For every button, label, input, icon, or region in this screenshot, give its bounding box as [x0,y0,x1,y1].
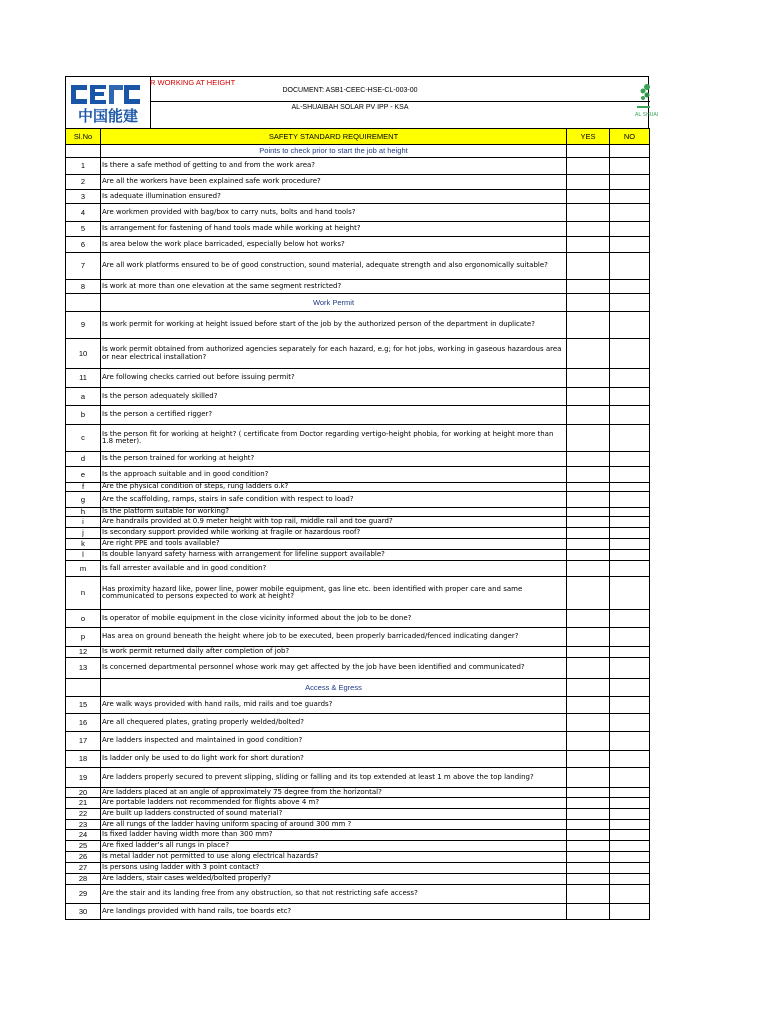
no-checkbox-cell[interactable] [610,528,650,539]
item-number: 19 [66,768,101,788]
yes-checkbox-cell[interactable] [567,528,610,539]
col-header-slno: Sl.No [66,129,101,145]
no-checkbox-cell[interactable] [610,467,650,483]
section-yes-cell [567,145,610,158]
no-checkbox-cell[interactable] [610,830,650,841]
table-row [66,697,650,714]
col-header-requirement: SAFETY STANDARD REQUIREMENT [101,129,567,145]
no-checkbox-cell[interactable] [610,483,650,492]
yes-checkbox-cell[interactable] [567,253,610,280]
table-row [66,788,650,798]
client-logo [635,77,659,128]
yes-checkbox-cell[interactable] [567,339,610,369]
item-number: k [66,539,101,550]
item-question: Are all work platforms ensured to be of good construction, sound material, adequate strength and also ergonomically suitable? [101,253,567,280]
section-no-cell [610,679,650,697]
item-number: 21 [66,798,101,809]
table-row [66,798,650,809]
yes-checkbox-cell[interactable] [567,190,610,204]
section-row [66,145,650,158]
no-checkbox-cell[interactable] [610,610,650,628]
no-checkbox-cell[interactable] [610,175,650,190]
item-number: f [66,483,101,492]
no-checkbox-cell[interactable] [610,253,650,280]
item-number: 17 [66,732,101,751]
yes-checkbox-cell[interactable] [567,628,610,647]
no-checkbox-cell[interactable] [610,714,650,732]
no-checkbox-cell[interactable] [610,885,650,904]
table-row [66,483,650,492]
no-checkbox-cell[interactable] [610,768,650,788]
section-number-cell [66,679,101,697]
table-row [66,492,650,508]
table-row [66,528,650,539]
item-number: 18 [66,751,101,768]
item-question: Is work permit obtained from authorized agencies separately for each hazard, e.g; for hot jobs, working in gaseous hazardous area or near electrical installation? [101,339,567,369]
yes-checkbox-cell[interactable] [567,841,610,852]
table-header-row [66,129,650,145]
item-number: 3 [66,190,101,204]
item-question: Is fall arrester available and in good condition? [101,561,567,577]
table-row [66,406,650,425]
no-checkbox-cell[interactable] [610,204,650,222]
item-number: 23 [66,820,101,830]
item-number: 25 [66,841,101,852]
yes-checkbox-cell[interactable] [567,610,610,628]
item-question: Is work permit for working at height issued before start of the job by the authorized person of the department in duplicate? [101,312,567,339]
table-row [66,714,650,732]
item-number: j [66,528,101,539]
no-checkbox-cell[interactable] [610,406,650,425]
table-row [66,610,650,628]
item-question: Are workmen provided with bag/box to carry nuts, bolts and hand tools? [101,204,567,222]
item-question: Are all rungs of the ladder having uniform spacing of around 300 mm ? [101,820,567,830]
item-number: 11 [66,369,101,388]
no-checkbox-cell[interactable] [610,732,650,751]
yes-checkbox-cell[interactable] [567,467,610,483]
item-number: 20 [66,788,101,798]
table-row [66,732,650,751]
item-question: Is secondary support provided while working at fragile or hazardous roof? [101,528,567,539]
no-checkbox-cell[interactable] [610,339,650,369]
section-number-cell [66,294,101,312]
no-checkbox-cell[interactable] [610,841,650,852]
item-question: Is adequate illumination ensured? [101,190,567,204]
no-checkbox-cell[interactable] [610,312,650,339]
no-checkbox-cell[interactable] [610,280,650,294]
item-number: 13 [66,658,101,679]
item-number: 2 [66,175,101,190]
no-checkbox-cell[interactable] [610,751,650,768]
no-checkbox-cell[interactable] [610,158,650,175]
form-title: R WORKING AT HEIGHT [150,78,236,87]
item-number: n [66,577,101,610]
item-question: Is the person trained for working at height? [101,452,567,467]
item-number: 27 [66,863,101,874]
table-row [66,647,650,658]
checklist-sheet [65,76,659,920]
checklist-table [65,128,650,920]
no-checkbox-cell[interactable] [610,425,650,452]
section-heading: Points to check prior to start the job at height [101,145,567,158]
item-number: 28 [66,874,101,885]
table-row [66,550,650,561]
no-checkbox-cell[interactable] [610,190,650,204]
item-number: 29 [66,885,101,904]
logo-chinese-text: 中国能建 [77,107,139,125]
yes-checkbox-cell[interactable] [567,798,610,809]
client-logo-text: AL SHUAI [635,112,659,118]
item-question: Is the approach suitable and in good condition? [101,467,567,483]
no-checkbox-cell[interactable] [610,369,650,388]
item-number: 16 [66,714,101,732]
section-number-cell [66,145,101,158]
no-checkbox-cell[interactable] [610,561,650,577]
item-question: Are portable ladders not recommended for flights above 4 m? [101,798,567,809]
section-row [66,679,650,697]
no-checkbox-cell[interactable] [610,788,650,798]
item-number: g [66,492,101,508]
yes-checkbox-cell[interactable] [567,863,610,874]
no-checkbox-cell[interactable] [610,697,650,714]
item-question: Are right PPE and tools available? [101,539,567,550]
item-question: Is the person fit for working at height? ( certificate from Doctor regarding vertigo-height phobia, for working at height more than 1.8 meter). [101,425,567,452]
section-yes-cell [567,679,610,697]
item-number: a [66,388,101,406]
yes-checkbox-cell[interactable] [567,492,610,508]
no-checkbox-cell[interactable] [610,237,650,253]
yes-checkbox-cell[interactable] [567,577,610,610]
yes-checkbox-cell[interactable] [567,175,610,190]
no-checkbox-cell[interactable] [610,658,650,679]
item-question: Are the physical condition of steps, rung ladders o.k? [101,483,567,492]
yes-checkbox-cell[interactable] [567,809,610,820]
yes-checkbox-cell[interactable] [567,204,610,222]
item-number: 1 [66,158,101,175]
no-checkbox-cell[interactable] [610,798,650,809]
item-question: Are ladders, stair cases welded/bolted properly? [101,874,567,885]
item-number: b [66,406,101,425]
item-question: Are fixed ladder's all rungs in place? [101,841,567,852]
yes-checkbox-cell[interactable] [567,280,610,294]
item-number: m [66,561,101,577]
item-question: Is work at more than one elevation at the same segment restricted? [101,280,567,294]
yes-checkbox-cell[interactable] [567,222,610,237]
yes-checkbox-cell[interactable] [567,508,610,517]
ceec-logo-mark [66,77,150,128]
yes-checkbox-cell[interactable] [567,885,610,904]
yes-checkbox-cell[interactable] [567,874,610,885]
item-question: Is metal ladder not permitted to use along electrical hazards? [101,852,567,863]
item-number: 8 [66,280,101,294]
yes-checkbox-cell[interactable] [567,561,610,577]
table-row [66,339,650,369]
table-row [66,539,650,550]
section-no-cell [610,294,650,312]
table-row [66,904,650,920]
yes-checkbox-cell[interactable] [567,237,610,253]
leaf-logo-icon [635,77,659,128]
section-heading: Access & Egress [101,679,567,697]
item-question: Is operator of mobile equipment in the close vicinity informed about the job to be done? [101,610,567,628]
item-number: 12 [66,647,101,658]
item-question: Are ladders placed at an angle of approximately 75 degree from the horizontal? [101,788,567,798]
yes-checkbox-cell[interactable] [567,406,610,425]
yes-checkbox-cell[interactable] [567,904,610,920]
no-checkbox-cell[interactable] [610,904,650,920]
table-row [66,508,650,517]
table-row [66,369,650,388]
table-row [66,280,650,294]
item-question: Is the person adequately skilled? [101,388,567,406]
item-number: o [66,610,101,628]
table-row [66,467,650,483]
header-divider [150,101,650,102]
table-row [66,517,650,528]
item-question: Are landings provided with hand rails, toe boards etc? [101,904,567,920]
item-number: i [66,517,101,528]
item-number: 6 [66,237,101,253]
item-question: Is work permit returned daily after completion of job? [101,647,567,658]
item-question: Has area on ground beneath the height where job to be executed, been properly barricaded/fenced indicating danger? [101,628,567,647]
item-question: Is the platform suitable for working? [101,508,567,517]
item-question: Is there a safe method of getting to and from the work area? [101,158,567,175]
item-question: Are handrails provided at 0.9 meter height with top rail, middle rail and toe guard? [101,517,567,528]
yes-checkbox-cell[interactable] [567,158,610,175]
table-row [66,204,650,222]
yes-checkbox-cell[interactable] [567,388,610,406]
table-row [66,820,650,830]
table-row [66,841,650,852]
no-checkbox-cell[interactable] [610,809,650,820]
no-checkbox-cell[interactable] [610,577,650,610]
no-checkbox-cell[interactable] [610,874,650,885]
table-row [66,863,650,874]
yes-checkbox-cell[interactable] [567,369,610,388]
yes-checkbox-cell[interactable] [567,751,610,768]
section-yes-cell [567,294,610,312]
item-number: 26 [66,852,101,863]
yes-checkbox-cell[interactable] [567,714,610,732]
table-row [66,222,650,237]
no-checkbox-cell[interactable] [610,452,650,467]
item-question: Is the person a certified rigger? [101,406,567,425]
item-question: Is double lanyard safety harness with arrangement for lifeline support available? [101,550,567,561]
table-row [66,561,650,577]
item-question: Is fixed ladder having width more than 300 mm? [101,830,567,841]
item-question: Are built up ladders constructed of sound material? [101,809,567,820]
col-header-yes: YES [567,129,610,145]
yes-checkbox-cell[interactable] [567,517,610,528]
yes-checkbox-cell[interactable] [567,550,610,561]
yes-checkbox-cell[interactable] [567,539,610,550]
header-center [150,77,635,128]
table-row [66,658,650,679]
item-question: Is concerned departmental personnel whose work may get affected by the job have been identified and communicated? [101,658,567,679]
no-checkbox-cell[interactable] [610,863,650,874]
project-name: AL-SHUAIBAH SOLAR PV IPP - KSA [291,104,409,111]
no-checkbox-cell[interactable] [610,508,650,517]
table-row [66,751,650,768]
item-number: 5 [66,222,101,237]
table-row [66,237,650,253]
yes-checkbox-cell[interactable] [567,452,610,467]
section-heading: Work Permit [101,294,567,312]
yes-checkbox-cell[interactable] [567,312,610,339]
item-number: 7 [66,253,101,280]
yes-checkbox-cell[interactable] [567,820,610,830]
item-question: Is persons using ladder with 3 point contact? [101,863,567,874]
no-checkbox-cell[interactable] [610,492,650,508]
table-row [66,452,650,467]
item-number: 10 [66,339,101,369]
item-question: Is arrangement for fastening of hand tools made while working at height? [101,222,567,237]
yes-checkbox-cell[interactable] [567,425,610,452]
table-row [66,425,650,452]
item-question: Is ladder only be used to do light work for short duration? [101,751,567,768]
table-row [66,312,650,339]
item-number: 4 [66,204,101,222]
yes-checkbox-cell[interactable] [567,483,610,492]
item-question: Are walk ways provided with hand rails, mid rails and toe guards? [101,697,567,714]
item-question: Are all chequered plates, grating properly welded/bolted? [101,714,567,732]
item-question: Is area below the work place barricaded, especially below hot works? [101,237,567,253]
no-checkbox-cell[interactable] [610,628,650,647]
document-header [65,76,659,128]
item-question: Are ladders inspected and maintained in good condition? [101,732,567,751]
no-checkbox-cell[interactable] [610,222,650,237]
item-number: e [66,467,101,483]
table-row [66,577,650,610]
no-checkbox-cell[interactable] [610,539,650,550]
table-row [66,809,650,820]
no-checkbox-cell[interactable] [610,388,650,406]
item-question: Has proximity hazard like, power line, power mobile equipment, gas line etc. been identified with proper care and same communicated to persons expected to work at height? [101,577,567,610]
no-checkbox-cell[interactable] [610,517,650,528]
yes-checkbox-cell[interactable] [567,647,610,658]
item-number: d [66,452,101,467]
section-row [66,294,650,312]
table-row [66,852,650,863]
item-question: Are the scaffolding, ramps, stairs in safe condition with respect to load? [101,492,567,508]
item-number: 30 [66,904,101,920]
table-row [66,175,650,190]
ceec-logo [66,77,151,128]
item-number: l [66,550,101,561]
item-number: 9 [66,312,101,339]
yes-checkbox-cell[interactable] [567,732,610,751]
no-checkbox-cell[interactable] [610,852,650,863]
item-number: p [66,628,101,647]
table-row [66,874,650,885]
no-checkbox-cell[interactable] [610,550,650,561]
no-checkbox-cell[interactable] [610,647,650,658]
item-question: Are the stair and its landing free from any obstruction, so that not restricting safe access? [101,885,567,904]
table-row [66,388,650,406]
item-number: 22 [66,809,101,820]
yes-checkbox-cell[interactable] [567,768,610,788]
table-row [66,830,650,841]
no-checkbox-cell[interactable] [610,820,650,830]
item-number: 24 [66,830,101,841]
item-question: Are all the workers have been explained safe work procedure? [101,175,567,190]
table-row [66,190,650,204]
yes-checkbox-cell[interactable] [567,830,610,841]
item-question: Are following checks carried out before issuing permit? [101,369,567,388]
table-row [66,158,650,175]
table-row [66,885,650,904]
table-row [66,628,650,647]
table-row [66,768,650,788]
document-number: DOCUMENT: ASB1-CEEC-HSE-CL-003-00 [282,87,418,94]
item-number: c [66,425,101,452]
table-row [66,253,650,280]
item-number: 15 [66,697,101,714]
yes-checkbox-cell[interactable] [567,852,610,863]
col-header-no: NO [610,129,650,145]
item-question: Are ladders properly secured to prevent slipping, sliding or falling and its top extended at least 1 m above the top landing? [101,768,567,788]
yes-checkbox-cell[interactable] [567,697,610,714]
section-no-cell [610,145,650,158]
yes-checkbox-cell[interactable] [567,788,610,798]
item-number: h [66,508,101,517]
yes-checkbox-cell[interactable] [567,658,610,679]
